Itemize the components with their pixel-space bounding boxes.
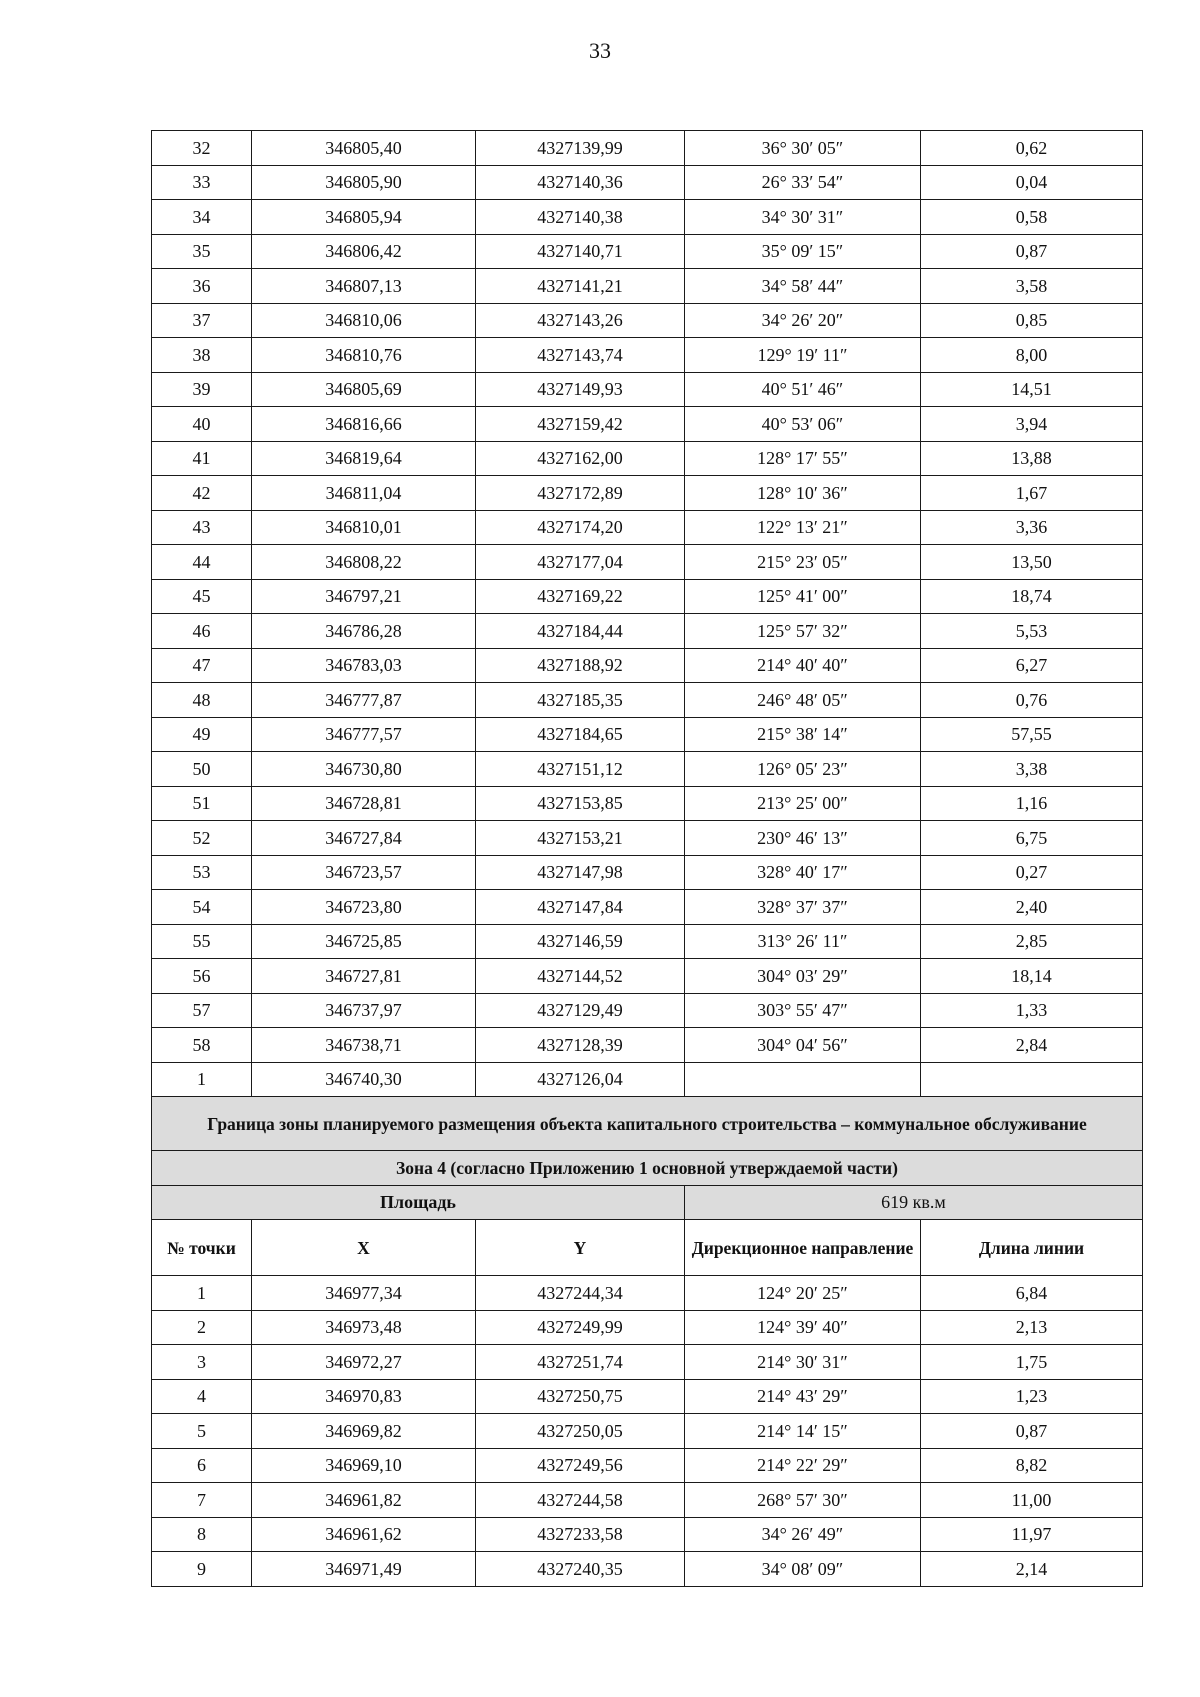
x-cell: 346816,66 bbox=[252, 407, 476, 442]
point-number-cell: 4 bbox=[152, 1379, 252, 1414]
table-row bbox=[152, 786, 1143, 821]
table-row bbox=[152, 200, 1143, 235]
x-cell: 346740,30 bbox=[252, 1062, 476, 1097]
table-row bbox=[152, 579, 1143, 614]
x-cell: 346971,49 bbox=[252, 1552, 476, 1587]
header-line-length: Длина линии bbox=[921, 1220, 1143, 1276]
y-cell: 4327233,58 bbox=[476, 1517, 685, 1552]
coordinates-table bbox=[151, 130, 1143, 1587]
y-cell: 4327162,00 bbox=[476, 441, 685, 476]
line-length-cell: 0,85 bbox=[921, 303, 1143, 338]
direction-cell: 35° 09′ 15″ bbox=[685, 234, 921, 269]
y-cell: 4327169,22 bbox=[476, 579, 685, 614]
line-length-cell: 1,33 bbox=[921, 993, 1143, 1028]
line-length-cell: 2,14 bbox=[921, 1552, 1143, 1587]
line-length-cell: 6,27 bbox=[921, 648, 1143, 683]
line-length-cell: 0,58 bbox=[921, 200, 1143, 235]
line-length-cell: 14,51 bbox=[921, 372, 1143, 407]
table-row bbox=[152, 993, 1143, 1028]
y-cell: 4327140,38 bbox=[476, 200, 685, 235]
point-number-cell: 56 bbox=[152, 959, 252, 994]
table-row bbox=[152, 648, 1143, 683]
table-row bbox=[152, 1345, 1143, 1380]
direction-cell: 36° 30′ 05″ bbox=[685, 131, 921, 166]
y-cell: 4327250,05 bbox=[476, 1414, 685, 1449]
x-cell: 346727,81 bbox=[252, 959, 476, 994]
table-row bbox=[152, 959, 1143, 994]
line-length-cell: 0,62 bbox=[921, 131, 1143, 166]
header-point-number: № точки bbox=[152, 1220, 252, 1276]
table-row bbox=[152, 1028, 1143, 1063]
y-cell: 4327151,12 bbox=[476, 752, 685, 787]
line-length-cell: 1,16 bbox=[921, 786, 1143, 821]
line-length-cell: 0,76 bbox=[921, 683, 1143, 718]
x-cell: 346970,83 bbox=[252, 1379, 476, 1414]
point-number-cell: 54 bbox=[152, 890, 252, 925]
x-cell: 346810,76 bbox=[252, 338, 476, 373]
direction-cell: 124° 20′ 25″ bbox=[685, 1276, 921, 1311]
point-number-cell: 43 bbox=[152, 510, 252, 545]
header-y: Y bbox=[476, 1220, 685, 1276]
direction-cell: 328° 40′ 17″ bbox=[685, 855, 921, 890]
direction-cell: 125° 41′ 00″ bbox=[685, 579, 921, 614]
point-number-cell: 1 bbox=[152, 1062, 252, 1097]
y-cell: 4327153,85 bbox=[476, 786, 685, 821]
direction-cell: 26° 33′ 54″ bbox=[685, 165, 921, 200]
point-number-cell: 6 bbox=[152, 1448, 252, 1483]
table-row bbox=[152, 752, 1143, 787]
line-length-cell: 0,87 bbox=[921, 1414, 1143, 1449]
y-cell: 4327153,21 bbox=[476, 821, 685, 856]
direction-cell: 128° 17′ 55″ bbox=[685, 441, 921, 476]
line-length-cell: 6,75 bbox=[921, 821, 1143, 856]
point-number-cell: 7 bbox=[152, 1483, 252, 1518]
zone4-rows bbox=[152, 1276, 1143, 1587]
point-number-cell: 33 bbox=[152, 165, 252, 200]
zone-title: Зона 4 (согласно Приложению 1 основной утверждаемой части) bbox=[152, 1151, 1143, 1186]
table-row bbox=[152, 269, 1143, 304]
column-header-row bbox=[152, 1220, 1143, 1276]
x-cell: 346723,57 bbox=[252, 855, 476, 890]
direction-cell: 328° 37′ 37″ bbox=[685, 890, 921, 925]
line-length-cell: 2,40 bbox=[921, 890, 1143, 925]
y-cell: 4327143,26 bbox=[476, 303, 685, 338]
direction-cell: 122° 13′ 21″ bbox=[685, 510, 921, 545]
y-cell: 4327188,92 bbox=[476, 648, 685, 683]
zone-title-row bbox=[152, 1151, 1143, 1186]
page-number: 33 bbox=[589, 38, 611, 63]
x-cell: 346808,22 bbox=[252, 545, 476, 580]
point-number-cell: 3 bbox=[152, 1345, 252, 1380]
point-number-cell: 53 bbox=[152, 855, 252, 890]
y-cell: 4327172,89 bbox=[476, 476, 685, 511]
line-length-cell: 2,84 bbox=[921, 1028, 1143, 1063]
point-number-cell: 35 bbox=[152, 234, 252, 269]
table-row bbox=[152, 1552, 1143, 1587]
table-row bbox=[152, 614, 1143, 649]
x-cell: 346737,97 bbox=[252, 993, 476, 1028]
line-length-cell: 11,97 bbox=[921, 1517, 1143, 1552]
x-cell: 346973,48 bbox=[252, 1310, 476, 1345]
y-cell: 4327144,52 bbox=[476, 959, 685, 994]
x-cell: 346805,69 bbox=[252, 372, 476, 407]
point-number-cell: 46 bbox=[152, 614, 252, 649]
direction-cell: 34° 26′ 49″ bbox=[685, 1517, 921, 1552]
line-length-cell: 0,87 bbox=[921, 234, 1143, 269]
table-row bbox=[152, 1379, 1143, 1414]
line-length-cell: 0,27 bbox=[921, 855, 1143, 890]
line-length-cell: 13,50 bbox=[921, 545, 1143, 580]
x-cell: 346730,80 bbox=[252, 752, 476, 787]
point-number-cell: 40 bbox=[152, 407, 252, 442]
x-cell: 346725,85 bbox=[252, 924, 476, 959]
y-cell: 4327126,04 bbox=[476, 1062, 685, 1097]
y-cell: 4327244,34 bbox=[476, 1276, 685, 1311]
header-direction: Дирекционное направление bbox=[685, 1220, 921, 1276]
y-cell: 4327128,39 bbox=[476, 1028, 685, 1063]
point-number-cell: 39 bbox=[152, 372, 252, 407]
x-cell: 346777,87 bbox=[252, 683, 476, 718]
table-row bbox=[152, 1483, 1143, 1518]
x-cell: 346969,10 bbox=[252, 1448, 476, 1483]
x-cell: 346819,64 bbox=[252, 441, 476, 476]
table-row bbox=[152, 924, 1143, 959]
direction-cell: 304° 03′ 29″ bbox=[685, 959, 921, 994]
y-cell: 4327159,42 bbox=[476, 407, 685, 442]
table-row bbox=[152, 372, 1143, 407]
point-number-cell: 48 bbox=[152, 683, 252, 718]
table-row bbox=[152, 855, 1143, 890]
line-length-cell bbox=[921, 1062, 1143, 1097]
x-cell: 346961,82 bbox=[252, 1483, 476, 1518]
table-row bbox=[152, 338, 1143, 373]
y-cell: 4327250,75 bbox=[476, 1379, 685, 1414]
section-title-row bbox=[152, 1097, 1143, 1151]
point-number-cell: 2 bbox=[152, 1310, 252, 1345]
direction-cell: 268° 57′ 30″ bbox=[685, 1483, 921, 1518]
x-cell: 346972,27 bbox=[252, 1345, 476, 1380]
direction-cell: 128° 10′ 36″ bbox=[685, 476, 921, 511]
point-number-cell: 55 bbox=[152, 924, 252, 959]
direction-cell: 126° 05′ 23″ bbox=[685, 752, 921, 787]
x-cell: 346969,82 bbox=[252, 1414, 476, 1449]
y-cell: 4327143,74 bbox=[476, 338, 685, 373]
line-length-cell: 8,82 bbox=[921, 1448, 1143, 1483]
y-cell: 4327139,99 bbox=[476, 131, 685, 166]
direction-cell: 124° 39′ 40″ bbox=[685, 1310, 921, 1345]
table-row bbox=[152, 545, 1143, 580]
y-cell: 4327185,35 bbox=[476, 683, 685, 718]
line-length-cell: 57,55 bbox=[921, 717, 1143, 752]
table-row bbox=[152, 441, 1143, 476]
direction-cell: 213° 25′ 00″ bbox=[685, 786, 921, 821]
point-number-cell: 34 bbox=[152, 200, 252, 235]
point-number-cell: 47 bbox=[152, 648, 252, 683]
x-cell: 346977,34 bbox=[252, 1276, 476, 1311]
x-cell: 346810,01 bbox=[252, 510, 476, 545]
line-length-cell: 11,00 bbox=[921, 1483, 1143, 1518]
direction-cell: 214° 30′ 31″ bbox=[685, 1345, 921, 1380]
line-length-cell: 13,88 bbox=[921, 441, 1143, 476]
point-number-cell: 57 bbox=[152, 993, 252, 1028]
direction-cell: 34° 58′ 44″ bbox=[685, 269, 921, 304]
point-number-cell: 52 bbox=[152, 821, 252, 856]
table-row bbox=[152, 1517, 1143, 1552]
table-row bbox=[152, 683, 1143, 718]
y-cell: 4327177,04 bbox=[476, 545, 685, 580]
table-row bbox=[152, 1310, 1143, 1345]
table-row bbox=[152, 510, 1143, 545]
direction-cell: 304° 04′ 56″ bbox=[685, 1028, 921, 1063]
table-row bbox=[152, 234, 1143, 269]
direction-cell: 246° 48′ 05″ bbox=[685, 683, 921, 718]
line-length-cell: 8,00 bbox=[921, 338, 1143, 373]
table-row bbox=[152, 821, 1143, 856]
point-number-cell: 42 bbox=[152, 476, 252, 511]
point-number-cell: 36 bbox=[152, 269, 252, 304]
direction-cell: 214° 43′ 29″ bbox=[685, 1379, 921, 1414]
zone-prev-rows bbox=[152, 131, 1143, 1097]
table-row bbox=[152, 1448, 1143, 1483]
direction-cell: 214° 22′ 29″ bbox=[685, 1448, 921, 1483]
x-cell: 346723,80 bbox=[252, 890, 476, 925]
point-number-cell: 41 bbox=[152, 441, 252, 476]
direction-cell: 129° 19′ 11″ bbox=[685, 338, 921, 373]
y-cell: 4327174,20 bbox=[476, 510, 685, 545]
header-x: X bbox=[252, 1220, 476, 1276]
y-cell: 4327249,56 bbox=[476, 1448, 685, 1483]
table-row bbox=[152, 165, 1143, 200]
line-length-cell: 5,53 bbox=[921, 614, 1143, 649]
point-number-cell: 5 bbox=[152, 1414, 252, 1449]
table-row bbox=[152, 407, 1143, 442]
x-cell: 346806,42 bbox=[252, 234, 476, 269]
y-cell: 4327249,99 bbox=[476, 1310, 685, 1345]
x-cell: 346728,81 bbox=[252, 786, 476, 821]
line-length-cell: 1,67 bbox=[921, 476, 1143, 511]
x-cell: 346805,90 bbox=[252, 165, 476, 200]
direction-cell: 215° 23′ 05″ bbox=[685, 545, 921, 580]
line-length-cell: 18,74 bbox=[921, 579, 1143, 614]
direction-cell: 34° 26′ 20″ bbox=[685, 303, 921, 338]
line-length-cell: 1,23 bbox=[921, 1379, 1143, 1414]
x-cell: 346797,21 bbox=[252, 579, 476, 614]
direction-cell: 313° 26′ 11″ bbox=[685, 924, 921, 959]
x-cell: 346783,03 bbox=[252, 648, 476, 683]
line-length-cell: 0,04 bbox=[921, 165, 1143, 200]
line-length-cell: 6,84 bbox=[921, 1276, 1143, 1311]
table-row bbox=[152, 131, 1143, 166]
x-cell: 346811,04 bbox=[252, 476, 476, 511]
point-number-cell: 32 bbox=[152, 131, 252, 166]
x-cell: 346961,62 bbox=[252, 1517, 476, 1552]
direction-cell: 125° 57′ 32″ bbox=[685, 614, 921, 649]
y-cell: 4327147,84 bbox=[476, 890, 685, 925]
direction-cell: 34° 30′ 31″ bbox=[685, 200, 921, 235]
area-row bbox=[152, 1185, 1143, 1220]
point-number-cell: 51 bbox=[152, 786, 252, 821]
point-number-cell: 38 bbox=[152, 338, 252, 373]
x-cell: 346777,57 bbox=[252, 717, 476, 752]
x-cell: 346738,71 bbox=[252, 1028, 476, 1063]
table-row bbox=[152, 303, 1143, 338]
direction-cell: 215° 38′ 14″ bbox=[685, 717, 921, 752]
table-row bbox=[152, 1414, 1143, 1449]
x-cell: 346786,28 bbox=[252, 614, 476, 649]
y-cell: 4327244,58 bbox=[476, 1483, 685, 1518]
line-length-cell: 3,94 bbox=[921, 407, 1143, 442]
point-number-cell: 49 bbox=[152, 717, 252, 752]
table-row bbox=[152, 1062, 1143, 1097]
line-length-cell: 3,58 bbox=[921, 269, 1143, 304]
point-number-cell: 58 bbox=[152, 1028, 252, 1063]
y-cell: 4327251,74 bbox=[476, 1345, 685, 1380]
direction-cell: 303° 55′ 47″ bbox=[685, 993, 921, 1028]
direction-cell: 40° 53′ 06″ bbox=[685, 407, 921, 442]
area-label: Площадь bbox=[152, 1185, 685, 1220]
direction-cell bbox=[685, 1062, 921, 1097]
direction-cell: 214° 14′ 15″ bbox=[685, 1414, 921, 1449]
y-cell: 4327141,21 bbox=[476, 269, 685, 304]
table-row bbox=[152, 717, 1143, 752]
line-length-cell: 3,38 bbox=[921, 752, 1143, 787]
line-length-cell: 2,13 bbox=[921, 1310, 1143, 1345]
direction-cell: 230° 46′ 13″ bbox=[685, 821, 921, 856]
x-cell: 346810,06 bbox=[252, 303, 476, 338]
table-row bbox=[152, 890, 1143, 925]
direction-cell: 214° 40′ 40″ bbox=[685, 648, 921, 683]
direction-cell: 34° 08′ 09″ bbox=[685, 1552, 921, 1587]
y-cell: 4327140,36 bbox=[476, 165, 685, 200]
y-cell: 4327184,44 bbox=[476, 614, 685, 649]
y-cell: 4327129,49 bbox=[476, 993, 685, 1028]
point-number-cell: 44 bbox=[152, 545, 252, 580]
area-value: 619 кв.м bbox=[685, 1185, 1143, 1220]
direction-cell: 40° 51′ 46″ bbox=[685, 372, 921, 407]
point-number-cell: 37 bbox=[152, 303, 252, 338]
zone4-section bbox=[152, 1097, 1143, 1276]
y-cell: 4327184,65 bbox=[476, 717, 685, 752]
x-cell: 346807,13 bbox=[252, 269, 476, 304]
line-length-cell: 18,14 bbox=[921, 959, 1143, 994]
line-length-cell: 1,75 bbox=[921, 1345, 1143, 1380]
y-cell: 4327240,35 bbox=[476, 1552, 685, 1587]
point-number-cell: 8 bbox=[152, 1517, 252, 1552]
line-length-cell: 2,85 bbox=[921, 924, 1143, 959]
table-row bbox=[152, 476, 1143, 511]
x-cell: 346727,84 bbox=[252, 821, 476, 856]
point-number-cell: 45 bbox=[152, 579, 252, 614]
y-cell: 4327146,59 bbox=[476, 924, 685, 959]
y-cell: 4327147,98 bbox=[476, 855, 685, 890]
point-number-cell: 9 bbox=[152, 1552, 252, 1587]
x-cell: 346805,94 bbox=[252, 200, 476, 235]
y-cell: 4327149,93 bbox=[476, 372, 685, 407]
section-title: Граница зоны планируемого размещения объекта капитального строительства – коммунальное обслуживание bbox=[152, 1097, 1143, 1151]
point-number-cell: 50 bbox=[152, 752, 252, 787]
line-length-cell: 3,36 bbox=[921, 510, 1143, 545]
point-number-cell: 1 bbox=[152, 1276, 252, 1311]
table-row bbox=[152, 1276, 1143, 1311]
x-cell: 346805,40 bbox=[252, 131, 476, 166]
y-cell: 4327140,71 bbox=[476, 234, 685, 269]
